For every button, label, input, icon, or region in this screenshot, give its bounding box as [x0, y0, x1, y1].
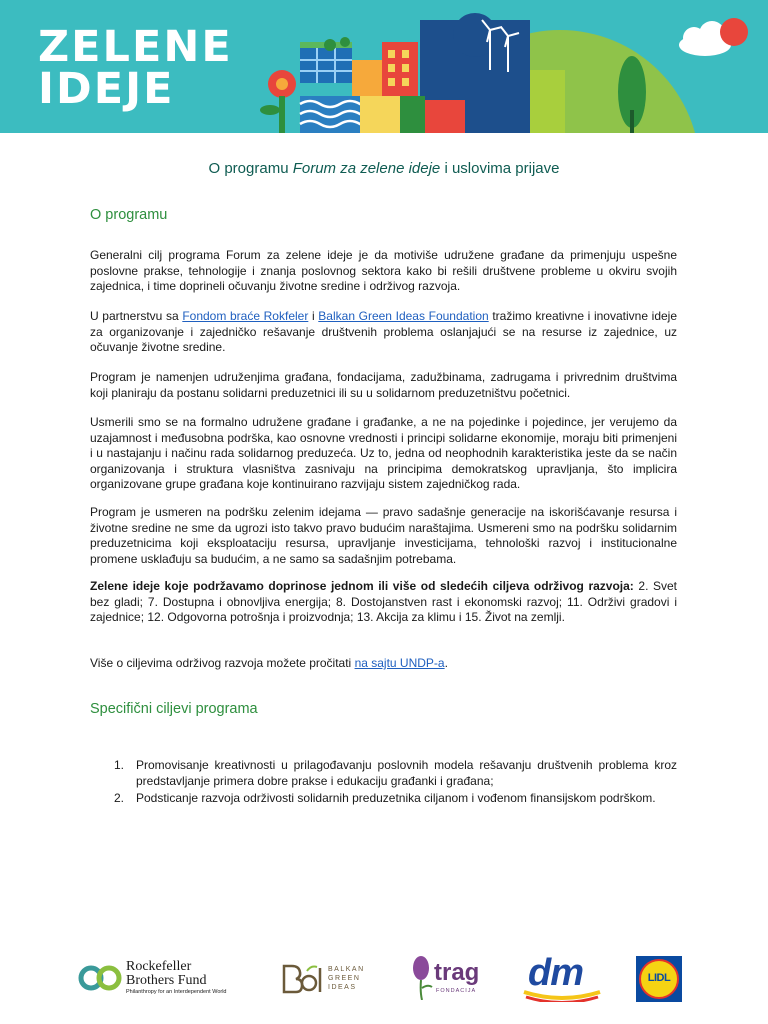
- link-balkan-green-ideas[interactable]: Balkan Green Ideas Foundation: [318, 309, 489, 323]
- paragraph-partners: [90, 309, 677, 356]
- dm-swoosh-icon: [522, 988, 602, 1002]
- trag-subtitle: FONDACIJA: [436, 988, 477, 994]
- undp-text-post: .: [444, 656, 448, 670]
- dm-wordmark: dm: [528, 952, 583, 994]
- undp-text-pre: Više o ciljevima održivog razvoja možete pročitati: [90, 656, 355, 670]
- title-suffix: i uslovima prijave: [440, 160, 560, 177]
- balkan-green-ideas-logo: [282, 962, 377, 998]
- specific-goals-list: [114, 758, 677, 809]
- paragraph-undp: [90, 656, 677, 672]
- bgi-line3: IDEAS: [328, 984, 357, 991]
- document-title: [0, 160, 768, 177]
- trag-foundation-logo: [410, 954, 490, 1002]
- list-item: [114, 758, 677, 789]
- paragraph-sdg: [90, 579, 677, 626]
- list-item: [114, 791, 677, 807]
- header-banner: [0, 0, 768, 133]
- link-rockefeller-fund[interactable]: Fondom braće Rokfeler: [182, 309, 309, 323]
- paragraph-goal: Generalni cilj programa Forum za zelene ideje je da motiviše udružene građane da primenjuju uspešne poslovne prakse, tehnologije i znanja poslovnog sektora kako bi rešili društvene probleme u okviru svojih zajednica, i time doprineli očuvanju životne sredine i održivog razvoja.: [90, 248, 677, 293]
- partner-logos: [0, 950, 768, 1010]
- sdg-list-text: 2. Svet bez gladi; 7. Dostupna i obnovljiva energija; 8. Dostojanstven rast i ekonomski razvoj; 11. Održivi gradovi i zajednice; 12. Odgovorna potrošnja i proizvodnja; 13. Akcija za klimu i 15. Život na zemlji.: [90, 579, 677, 624]
- rbf-name-line1: Rockefeller: [126, 959, 192, 974]
- link-undp[interactable]: na sajtu UNDP-a: [354, 656, 445, 670]
- paragraph-target-groups: Program je namenjen udruženjima građana, fondacijama, zadužbinama, zadrugama i privrednim društvima koji planiraju da postanu solidarni preduzetnici ili su u solidarnom preduzetništvu početnici.: [90, 370, 677, 400]
- partners-text-mid: i: [308, 309, 319, 323]
- rbf-tagline: Philanthropy for an Interdependent World: [126, 989, 227, 995]
- rbf-name-line2: Brothers Fund: [126, 973, 207, 988]
- section-heading-specific-goals: Specifični ciljevi programa: [90, 701, 258, 717]
- sdg-bold-text: Zelene ideje koje podržavamo doprinose jednom ili više od sledećih ciljeva održivog razvoja:: [90, 579, 634, 593]
- paragraph-green-ideas: Program je usmeren na podršku zelenim idejama — pravo sadašnje generacije na iskorišćavanje resursa i životne sredine ne sme da ugrozi isto takvo pravo budućim naraštajima. Usmereni smo na podršku solidarnim preduzetnicima koji eksploataciju resursa, upravljanje investicijama, tehnološki razvoj i institucionalne promene usklađuju sa budućim, a ne samo sa sadašnjim potrebama.: [90, 505, 677, 566]
- infinity-icon: [78, 963, 122, 993]
- title-program-name: Forum za zelene ideje: [292, 160, 441, 177]
- list-item-text: Promovisanje kreativnosti u prilagođavanju poslovnih modela rešavanju društvenih problema kroz predstavljanje primera dobre prakse i edukaciju građanki i građana;: [136, 758, 677, 788]
- section-heading-about: O programu: [90, 207, 168, 223]
- trag-name: trag: [434, 959, 480, 986]
- rockefeller-brothers-fund-logo: [78, 958, 248, 998]
- partners-text-pre: U partnerstvu sa: [90, 309, 183, 323]
- banner-title-line1: ZELENE: [38, 22, 233, 72]
- list-item-text: Podsticanje razvoja održivosti solidarnih preduzetnika ciljanom i vođenom finansijskom podrškom.: [136, 791, 656, 805]
- title-prefix: O programu: [208, 160, 293, 177]
- bgi-line1: BALKAN: [328, 966, 365, 973]
- partners-text-post: tražimo kreativne i inovativne ideje za organizovanje i zajedničko rešavanje društvenih problema oslanjajući se na resurse iz zajednice, uz očuvanje životne sredine.: [90, 309, 678, 354]
- lidl-logo: [636, 956, 682, 1002]
- trag-flower-icon: [410, 954, 434, 1000]
- paragraph-focus: Usmerili smo se na formalno udružene građane i građanke, a ne na pojedinke i pojedince, jer verujemo da uzajamnost i međusobna podrška, kao osnovne vrednosti i principi solidarne ekonomije, moraju biti primenjeni i u nastajanju i načinu rada solidarnog preduzeća. Uz to, jedna od neophodnih karakteristika jeste da se način organizovanja i struktura vlasništva zasnivaju na principima demokratskog upravljanja, što implicira organizovane grupe građana koje kontinuirano razvijaju sistem zajedničkog rada.: [90, 415, 677, 491]
- list-item-number: 1.: [114, 758, 125, 772]
- banner-title-line2: IDEJE: [38, 64, 175, 114]
- lidl-wordmark: LIDL: [647, 972, 671, 984]
- bgi-mark-icon: [282, 962, 324, 996]
- list-item-number: 2.: [114, 791, 125, 805]
- bgi-line2: GREEN: [328, 975, 361, 982]
- dm-logo: [522, 954, 602, 1002]
- banner-title: [38, 22, 233, 114]
